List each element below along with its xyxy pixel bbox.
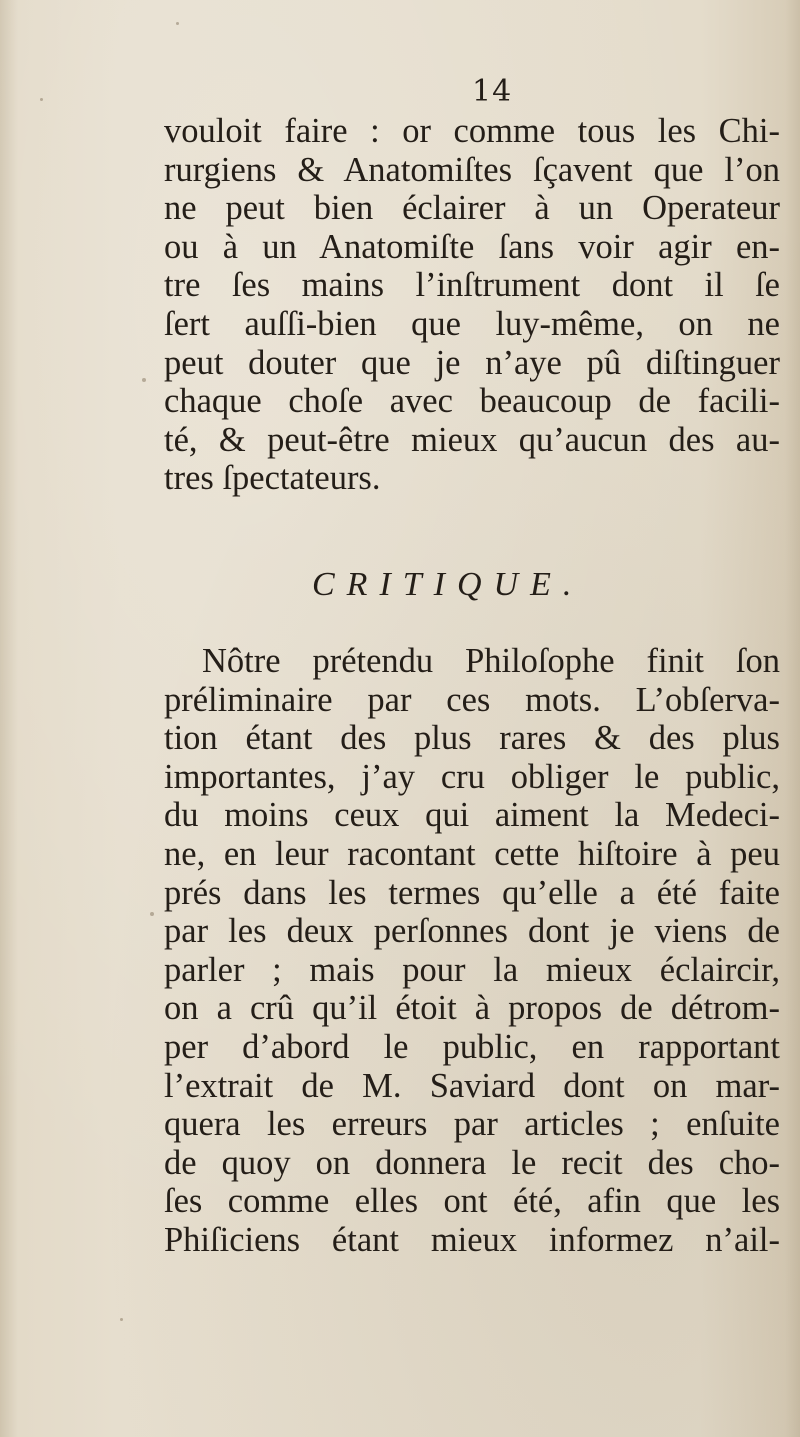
text-line: rurgiens & Anatomiſtes ſçavent que l’on xyxy=(164,150,780,189)
text-line: ne, en leur racontant cette hiſtoire à peu xyxy=(164,834,780,873)
text-line: préliminaire par ces mots. L’obſerva- xyxy=(164,680,780,719)
text-line: importantes, j’ay cru obliger le public, xyxy=(164,757,780,796)
paper-speck xyxy=(40,98,43,101)
text-line: Phiſiciens étant mieux informez n’ail- xyxy=(164,1220,780,1259)
text-line: on a crû qu’il étoit à propos de détrom- xyxy=(164,989,780,1028)
text-line: ne peut bien éclairer à un Operateur xyxy=(164,189,780,228)
text-line: tres ſpectateurs. xyxy=(164,459,381,498)
text-line: per d’abord le public, en rapportant xyxy=(164,1027,780,1066)
text-line: tion étant des plus rares & des plus xyxy=(164,719,780,758)
paragraph-2 xyxy=(164,642,780,1260)
section-heading: CRITIQUE. xyxy=(312,566,584,603)
text-line: quera les erreurs par articles ; enſuite xyxy=(164,1105,780,1144)
text-line: du moins ceux qui aiment la Medeci- xyxy=(164,796,780,835)
text-line: ou à un Anatomiſte ſans voir agir en- xyxy=(164,227,780,266)
paragraph-1 xyxy=(164,112,780,498)
text-line: ſes comme elles ont été, afin que les xyxy=(164,1182,780,1221)
text-line: parler ; mais pour la mieux éclaircir, xyxy=(164,950,780,989)
text-line: de quoy on donnera le recit des cho- xyxy=(164,1143,780,1182)
paper-speck xyxy=(176,22,179,25)
paper-speck xyxy=(120,1318,123,1321)
paper-speck xyxy=(150,912,154,916)
text-line: l’extrait de M. Saviard dont on mar- xyxy=(164,1066,780,1105)
text-line: chaque choſe avec beaucoup de facili- xyxy=(164,382,780,421)
text-line: peut douter que je n’aye pû diſtinguer xyxy=(164,343,780,382)
text-line: tre ſes mains l’inſtrument dont il ſe xyxy=(164,266,780,305)
paper-speck xyxy=(142,378,146,382)
text-line: par les deux perſonnes dont je viens de xyxy=(164,912,780,951)
page-number: 14 xyxy=(472,74,513,109)
text-line: té, & peut-être mieux qu’aucun des au- xyxy=(164,420,780,459)
text-line: Nôtre prétendu Philoſophe finit ſon xyxy=(202,642,780,680)
text-line: vouloit faire : or comme tous les Chi- xyxy=(164,112,780,150)
text-line: ſert auſſi-bien que luy-même, on ne xyxy=(164,304,780,343)
text-line: prés dans les termes qu’elle a été faite xyxy=(164,873,780,912)
